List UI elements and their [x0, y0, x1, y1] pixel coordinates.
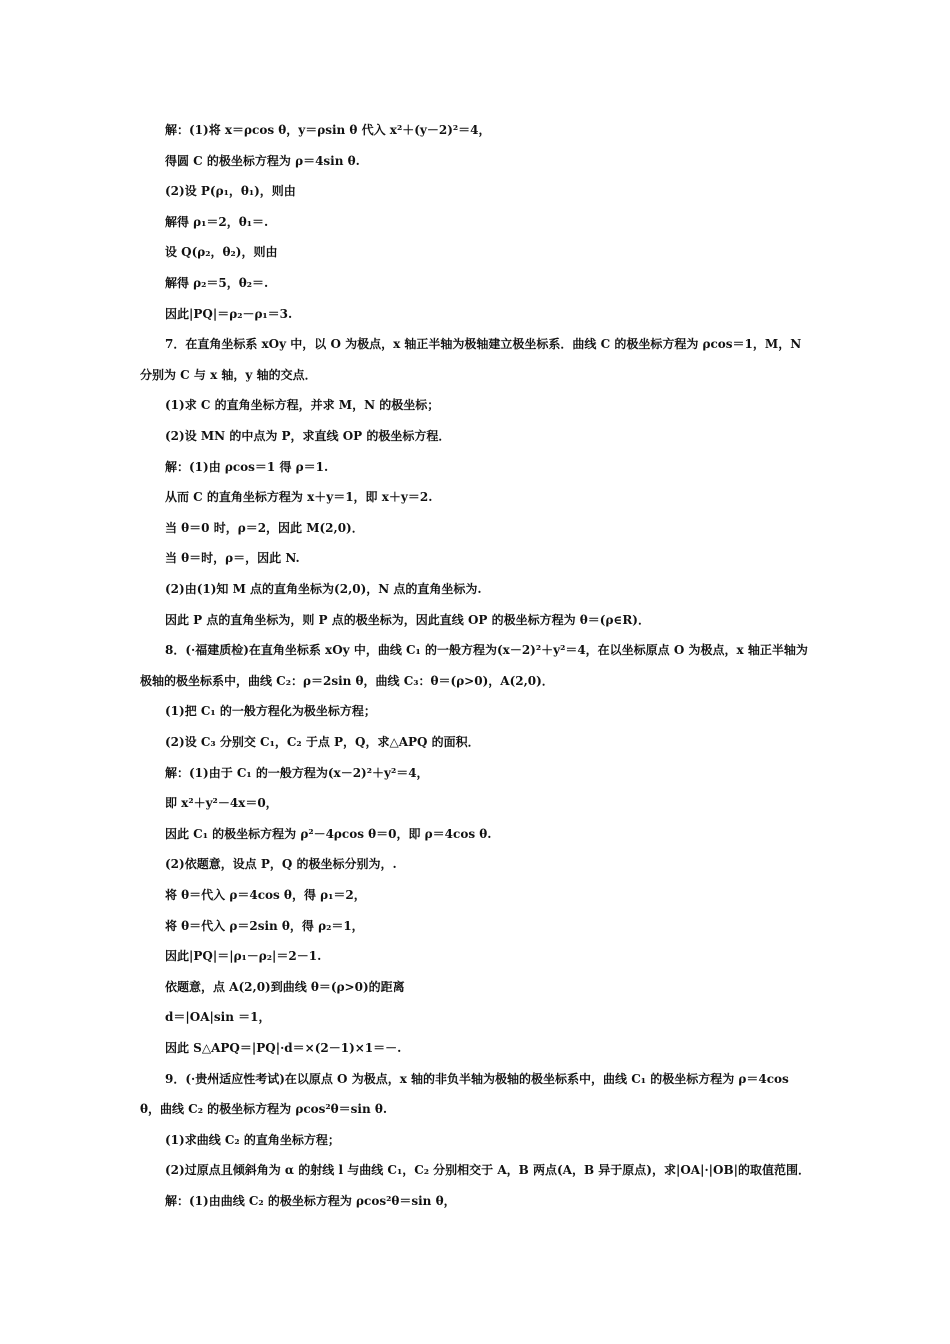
text-line: 依题意，点 A(2,0)到曲线 θ＝(ρ>0)的距离 — [165, 980, 405, 994]
text-line: 当 θ＝时，ρ＝，因此 N. — [165, 551, 300, 565]
text-line: (2)过原点且倾斜角为 α 的射线 l 与曲线 C₁，C₂ 分别相交于 A，B 两点(A，B 异于原点)，求|OA|·|OB|的取值范围． — [165, 1163, 810, 1177]
text-line: 因此|PQ|＝ρ₂－ρ₁＝3. — [165, 307, 293, 321]
text-line: (1)求曲线 C₂ 的直角坐标方程； — [165, 1133, 340, 1147]
text-line: (2)设 MN 的中点为 P，求直线 OP 的极坐标方程． — [165, 429, 451, 443]
text-line: 因此 C₁ 的极坐标方程为 ρ²－4ρcos θ＝0，即 ρ＝4cos θ. — [165, 827, 492, 841]
text-line: 解：(1)由于 C₁ 的一般方程为(x－2)²＋y²＝4， — [165, 766, 429, 780]
text-line: 9．(·贵州适应性考试)在以原点 O 为极点，x 轴的非负半轴为极轴的极坐标系中，曲线 C₁ 的极坐标方程为 ρ＝4cos — [165, 1072, 789, 1086]
text-line: θ，曲线 C₂ 的极坐标方程为 ρcos²θ＝sin θ. — [140, 1102, 388, 1116]
text-line: 将 θ＝代入 ρ＝2sin θ，得 ρ₂＝1， — [165, 919, 364, 933]
text-line: (2)依题意，设点 P，Q 的极坐标分别为，. — [165, 857, 397, 871]
text-line: 解得 ρ₂＝5，θ₂＝. — [165, 276, 269, 290]
text-line: 得圆 C 的极坐标方程为 ρ＝4sin θ. — [165, 154, 360, 168]
text-line: 8．(·福建质检)在直角坐标系 xOy 中，曲线 C₁ 的一般方程为(x－2)²＋y²＝4，在以坐标原点 O 为极点，x 轴正半轴为 — [165, 643, 808, 657]
text-line: 解：(1)由曲线 C₂ 的极坐标方程为 ρcos²θ＝sin θ， — [165, 1194, 456, 1208]
text-line: (2)由(1)知 M 点的直角坐标为(2,0)，N 点的直角坐标为. — [165, 582, 482, 596]
text-line: 解：(1)由 ρcos＝1 得 ρ＝1. — [165, 460, 329, 474]
text-line: (2)设 P(ρ₁，θ₁)，则由 — [165, 184, 296, 198]
text-line: (2)设 C₃ 分别交 C₁，C₂ 于点 P，Q，求△APQ 的面积． — [165, 735, 480, 749]
text-line: 解：(1)将 x＝ρcos θ，y＝ρsin θ 代入 x²＋(y－2)²＝4， — [165, 123, 491, 137]
text-line: 设 Q(ρ₂，θ₂)，则由 — [165, 245, 278, 259]
text-line: 分别为 C 与 x 轴，y 轴的交点． — [140, 368, 317, 382]
text-line: 将 θ＝代入 ρ＝4cos θ，得 ρ₁＝2， — [165, 888, 366, 902]
text-line: 解得 ρ₁＝2，θ₁＝. — [165, 215, 269, 229]
text-line: 因此 P 点的直角坐标为，则 P 点的极坐标为，因此直线 OP 的极坐标方程为 θ＝(ρ∈R)． — [165, 613, 650, 627]
text-line: d＝|OA|sin ＝1， — [165, 1010, 271, 1024]
text-line: (1)把 C₁ 的一般方程化为极坐标方程； — [165, 704, 376, 718]
text-line: 从而 C 的直角坐标方程为 x＋y＝1，即 x＋y＝2. — [165, 490, 433, 504]
text-line: 极轴的极坐标系中，曲线 C₂：ρ＝2sin θ，曲线 C₃：θ＝(ρ>0)，A(2,0)． — [140, 674, 554, 688]
text-line: 因此 S△APQ＝|PQ|·d＝×(2－1)×1＝－. — [165, 1041, 402, 1055]
text-line: 因此|PQ|＝|ρ₁－ρ₂|＝2－1. — [165, 949, 322, 963]
text-line: 即 x²＋y²－4x＝0， — [165, 796, 278, 810]
text-line: (1)求 C 的直角坐标方程，并求 M，N 的极坐标； — [165, 398, 440, 412]
text-line: 7．在直角坐标系 xOy 中，以 O 为极点，x 轴正半轴为极轴建立极坐标系．曲线 C 的极坐标方程为 ρcos＝1，M，N — [165, 337, 802, 351]
text-line: 当 θ＝0 时，ρ＝2，因此 M(2,0)． — [165, 521, 364, 535]
